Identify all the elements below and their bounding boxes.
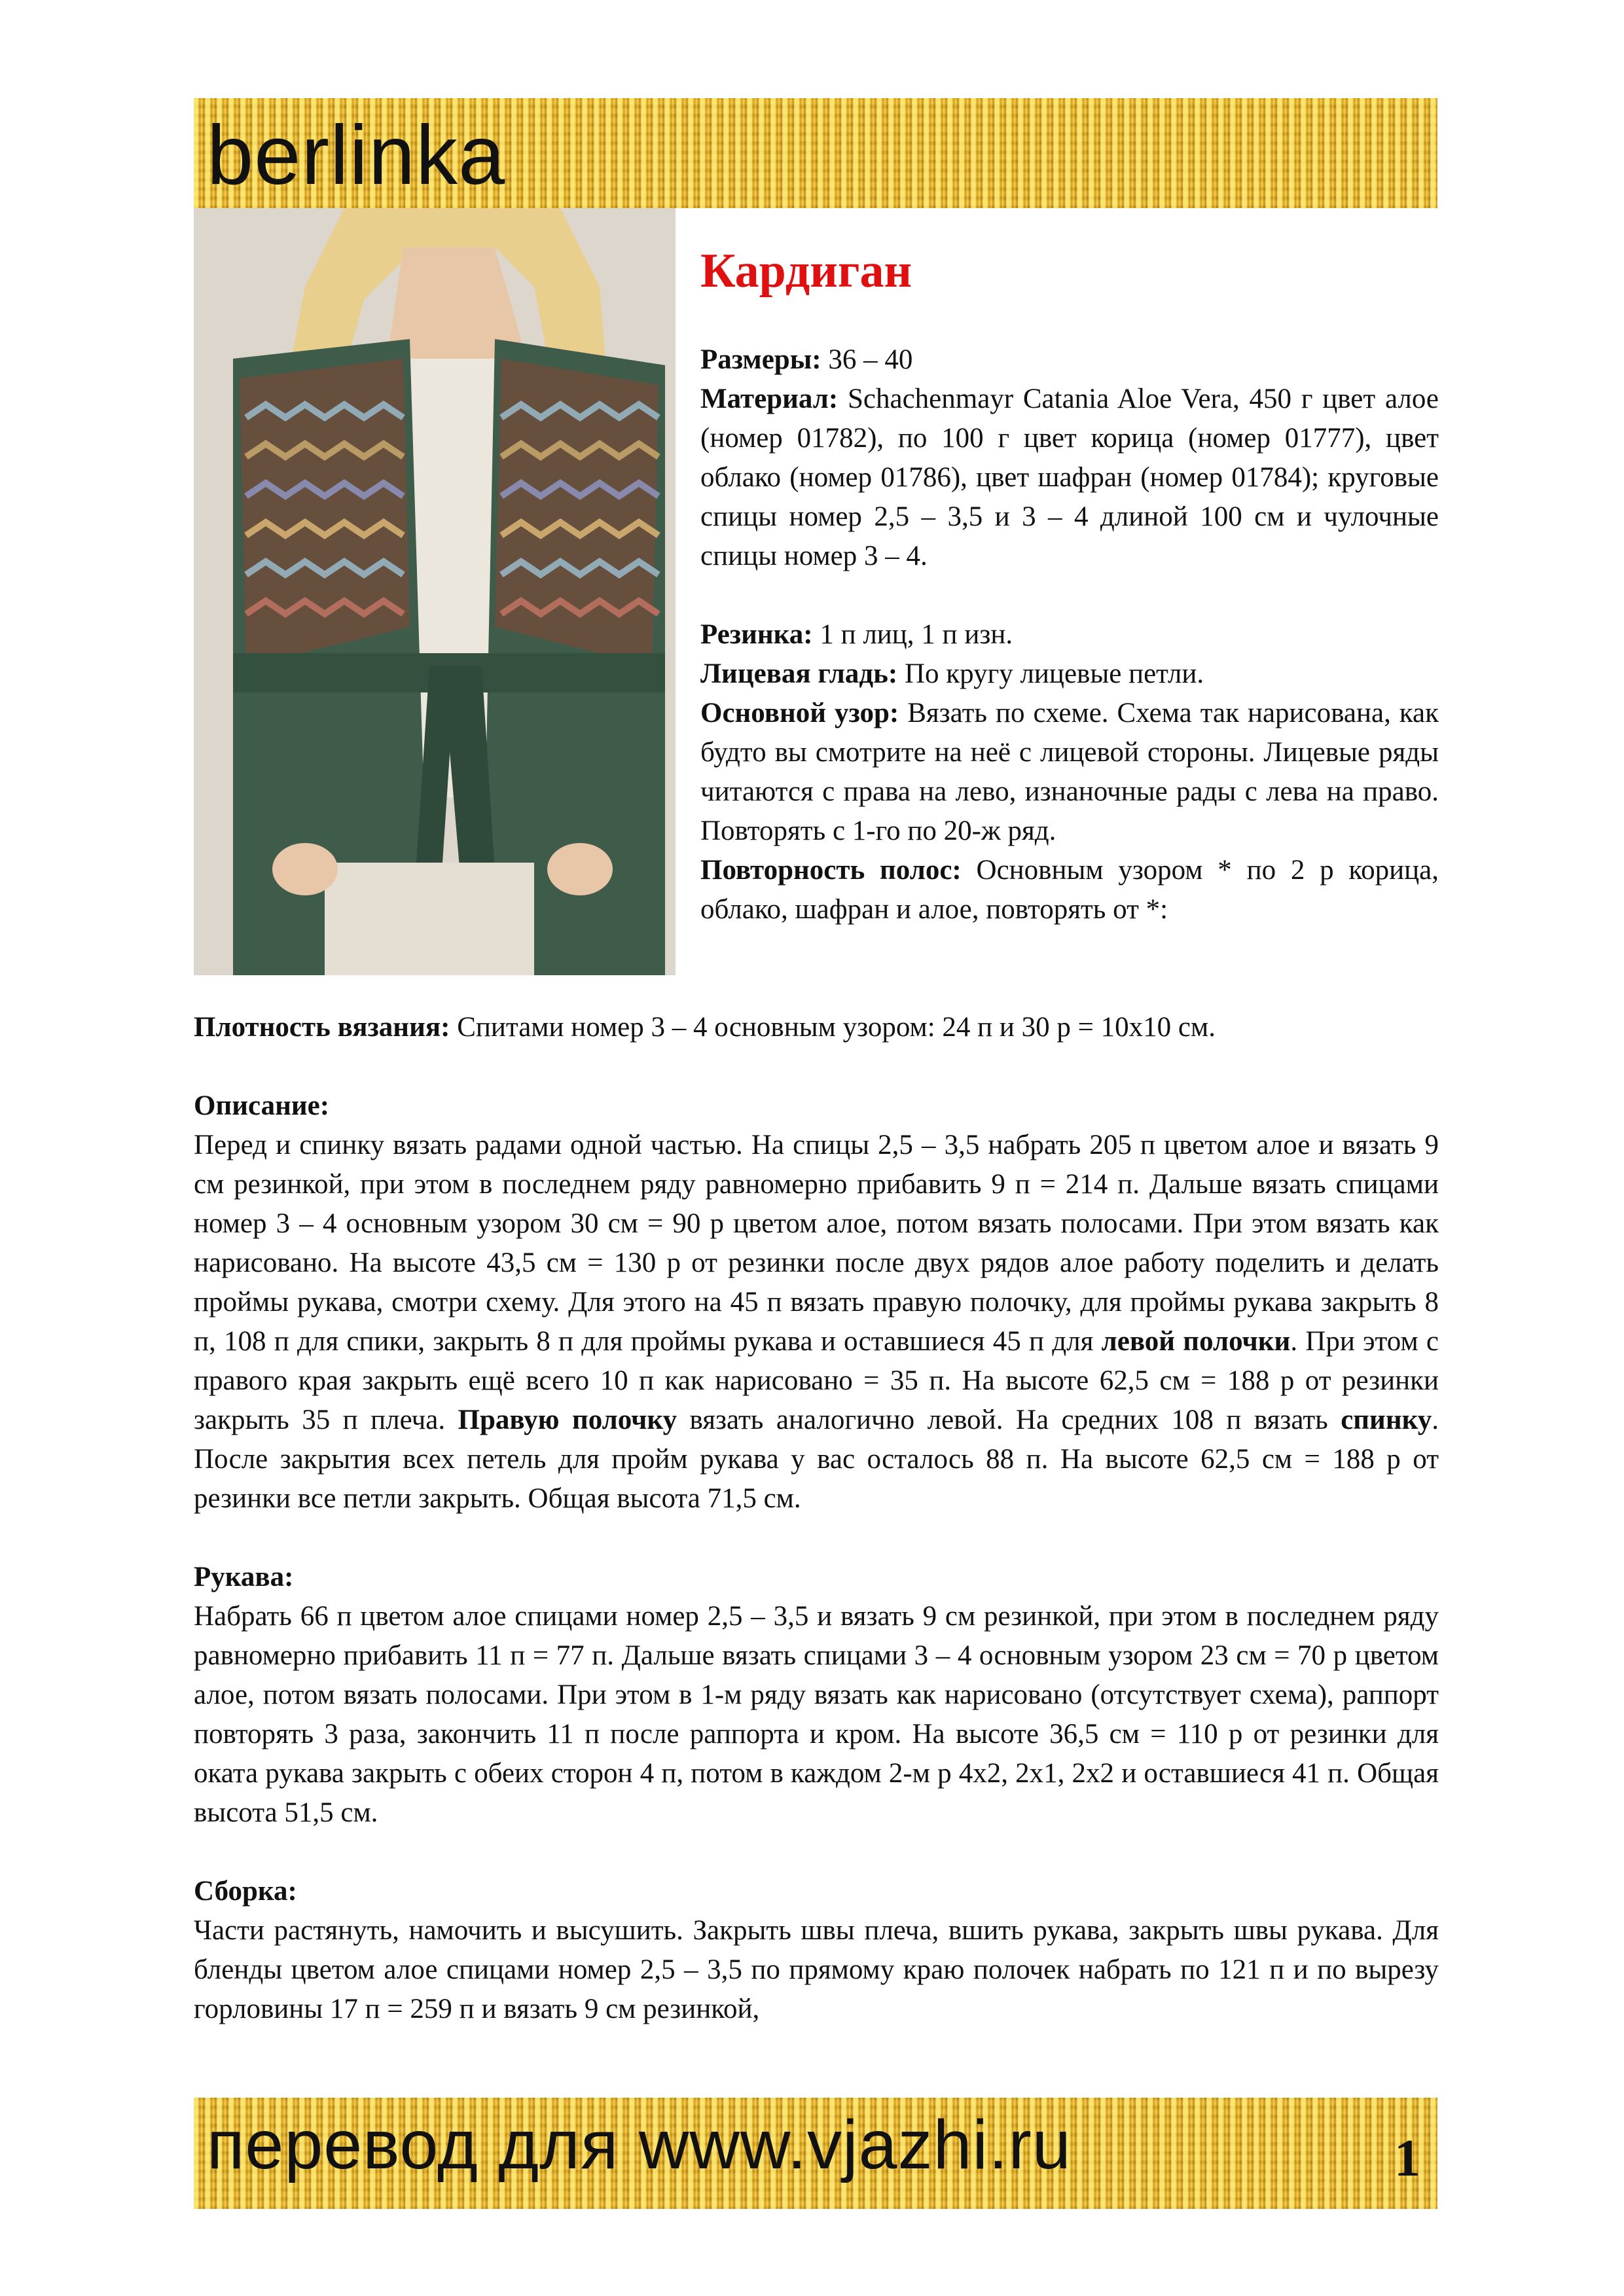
gauge-value: Спитами номер 3 – 4 основным узором: 24 п и 30 р = 10х10 см. — [450, 1012, 1216, 1043]
brand-logo-text: berlinka — [207, 109, 506, 202]
rib-label: Резинка: — [700, 619, 813, 650]
body-section — [194, 1008, 1439, 2029]
material-label: Материал: — [700, 384, 839, 414]
cardigan-photo — [194, 208, 676, 975]
spacer — [194, 1047, 1439, 1086]
description-heading: Описание: — [194, 1090, 330, 1121]
assembly-text: Части растянуть, намочить и высушить. Закрыть швы плеча, вшить рукава, закрыть швы рукава. Для бленды цветом алое спицами номер 2,5 – 3,5 по прямому краю полочек набрать по 121 п и по вырезу горловины 17 п = 259 п и вязать 9 см резинкой, — [194, 1915, 1439, 2024]
sleeves-text: Набрать 66 п цветом алое спицами номер 2,5 – 3,5 и вязать 9 см резинкой, при этом в последнем ряду равномерно прибавить 11 п = 77 п. Дальше вязать спицами 3 – 4 основным узором 23 см = 70 р цветом алое, потом вязать полосами. При этом в 1-м ряду вязать как нарисовано (отсутствует схема), раппорт повторять 3 раза, закончить 11 п после раппорта и кром. На высоте 36,5 см = 110 р от резинки для оката рукава закрыть с обеих сторон 4 п, потом в каждом 2-м р 4х2, 2х1, 2х2 и оставшиеся 41 п. Общая высота 51,5 см. — [194, 1601, 1439, 1828]
description-bold-left-front: левой полочки — [1101, 1326, 1291, 1357]
material-line — [700, 380, 1439, 576]
main-pattern-line — [700, 694, 1439, 851]
stripes-line — [700, 851, 1439, 929]
sleeves-heading: Рукава: — [194, 1562, 294, 1592]
material-value: Schachenmayr Catania Aloe Vera, 450 г цвет алое (номер 01782), по 100 г цвет корица (номер 01777), цвет облако (номер 01786), цвет шафран (номер 01784); круговые спицы номер 2,5 – 3,5 и 3 – 4 длиной 100 см и чулочные спицы номер 3 – 4. — [700, 384, 1439, 571]
spacer — [194, 1518, 1439, 1558]
sizes-line — [700, 340, 1439, 380]
sizes-label: Размеры: — [700, 344, 821, 375]
description-bold-back: спинку — [1341, 1405, 1432, 1435]
cardigan-photo-icon — [194, 208, 676, 975]
assembly-heading: Сборка: — [194, 1876, 297, 1907]
spacer — [194, 1833, 1439, 1872]
sizes-value: 36 – 40 — [821, 344, 913, 375]
gauge-line — [194, 1008, 1439, 1047]
description-text-part: . После закрытия всех петель для пройм рукава у вас осталось 88 п. На высоте 62,5 см = 188 р от резинки все петли закрыть. Общая высота 71,5 см. — [194, 1405, 1439, 1514]
stockinette-value: По кругу лицевые петли. — [897, 658, 1204, 689]
intro-section — [700, 340, 1439, 929]
description-text-part: Перед и спинку вязать радами одной частью. На спицы 2,5 – 3,5 набрать 205 п цветом алое и вязать 9 см резинкой, при этом в последнем ряду равномерно прибавить 9 п = 214 п. Дальше вязать спицами номер 3 – 4 основным узором 30 см = 90 р цветом алое, потом вязать полосами. При этом вязать как нарисовано. На высоте 43,5 см = 130 р от резинки после двух рядов алое работу поделить и делать проймы рукава, смотри схему. Для этого на 45 п вязать правую полочку, для проймы рукава закрыть 8 п, 108 п для спики, закрыть 8 п для проймы рукава и оставшиеся 45 п для — [194, 1130, 1439, 1357]
header-banner — [194, 98, 1437, 208]
description-text-part: . При этом с правого края закрыть ещё всего 10 п как нарисовано = 35 п. На высоте 62,5 см = 188 р от резинки закрыть 35 п плеча. — [194, 1326, 1439, 1435]
rib-value: 1 п лиц, 1 п изн. — [812, 619, 1013, 650]
main-pattern-label: Основной узор: — [700, 698, 899, 728]
spacer — [700, 576, 1439, 615]
footer-text: перевод для www.vjazhi.ru — [207, 2106, 1072, 2183]
description-text-part: вязать аналогично левой. На средних 108 п вязать — [677, 1405, 1341, 1435]
main-pattern-value: Вязать по схеме. Схема так нарисована, как будто вы смотрите на неё с лицевой стороны. Лицевые ряды читаются с права на лево, изнаночные рады с лева на право. Повторять с 1-го по 20-ж ряд. — [700, 698, 1439, 846]
description-text — [194, 1126, 1439, 1518]
stripes-value: Основным узором * по 2 р корица, облако, шафран и алое, повторять от *: — [700, 855, 1439, 925]
rib-line — [700, 615, 1439, 655]
description-bold-right-front: Правую полочку — [458, 1405, 677, 1435]
stripes-label: Повторность полос: — [700, 855, 962, 886]
footer-banner — [194, 2098, 1437, 2209]
stockinette-label: Лицевая гладь: — [700, 658, 898, 689]
stockinette-line — [700, 655, 1439, 694]
page-number: 1 — [1394, 2130, 1420, 2187]
document-title: Кардиган — [700, 244, 912, 298]
gauge-label: Плотность вязания: — [194, 1012, 450, 1043]
